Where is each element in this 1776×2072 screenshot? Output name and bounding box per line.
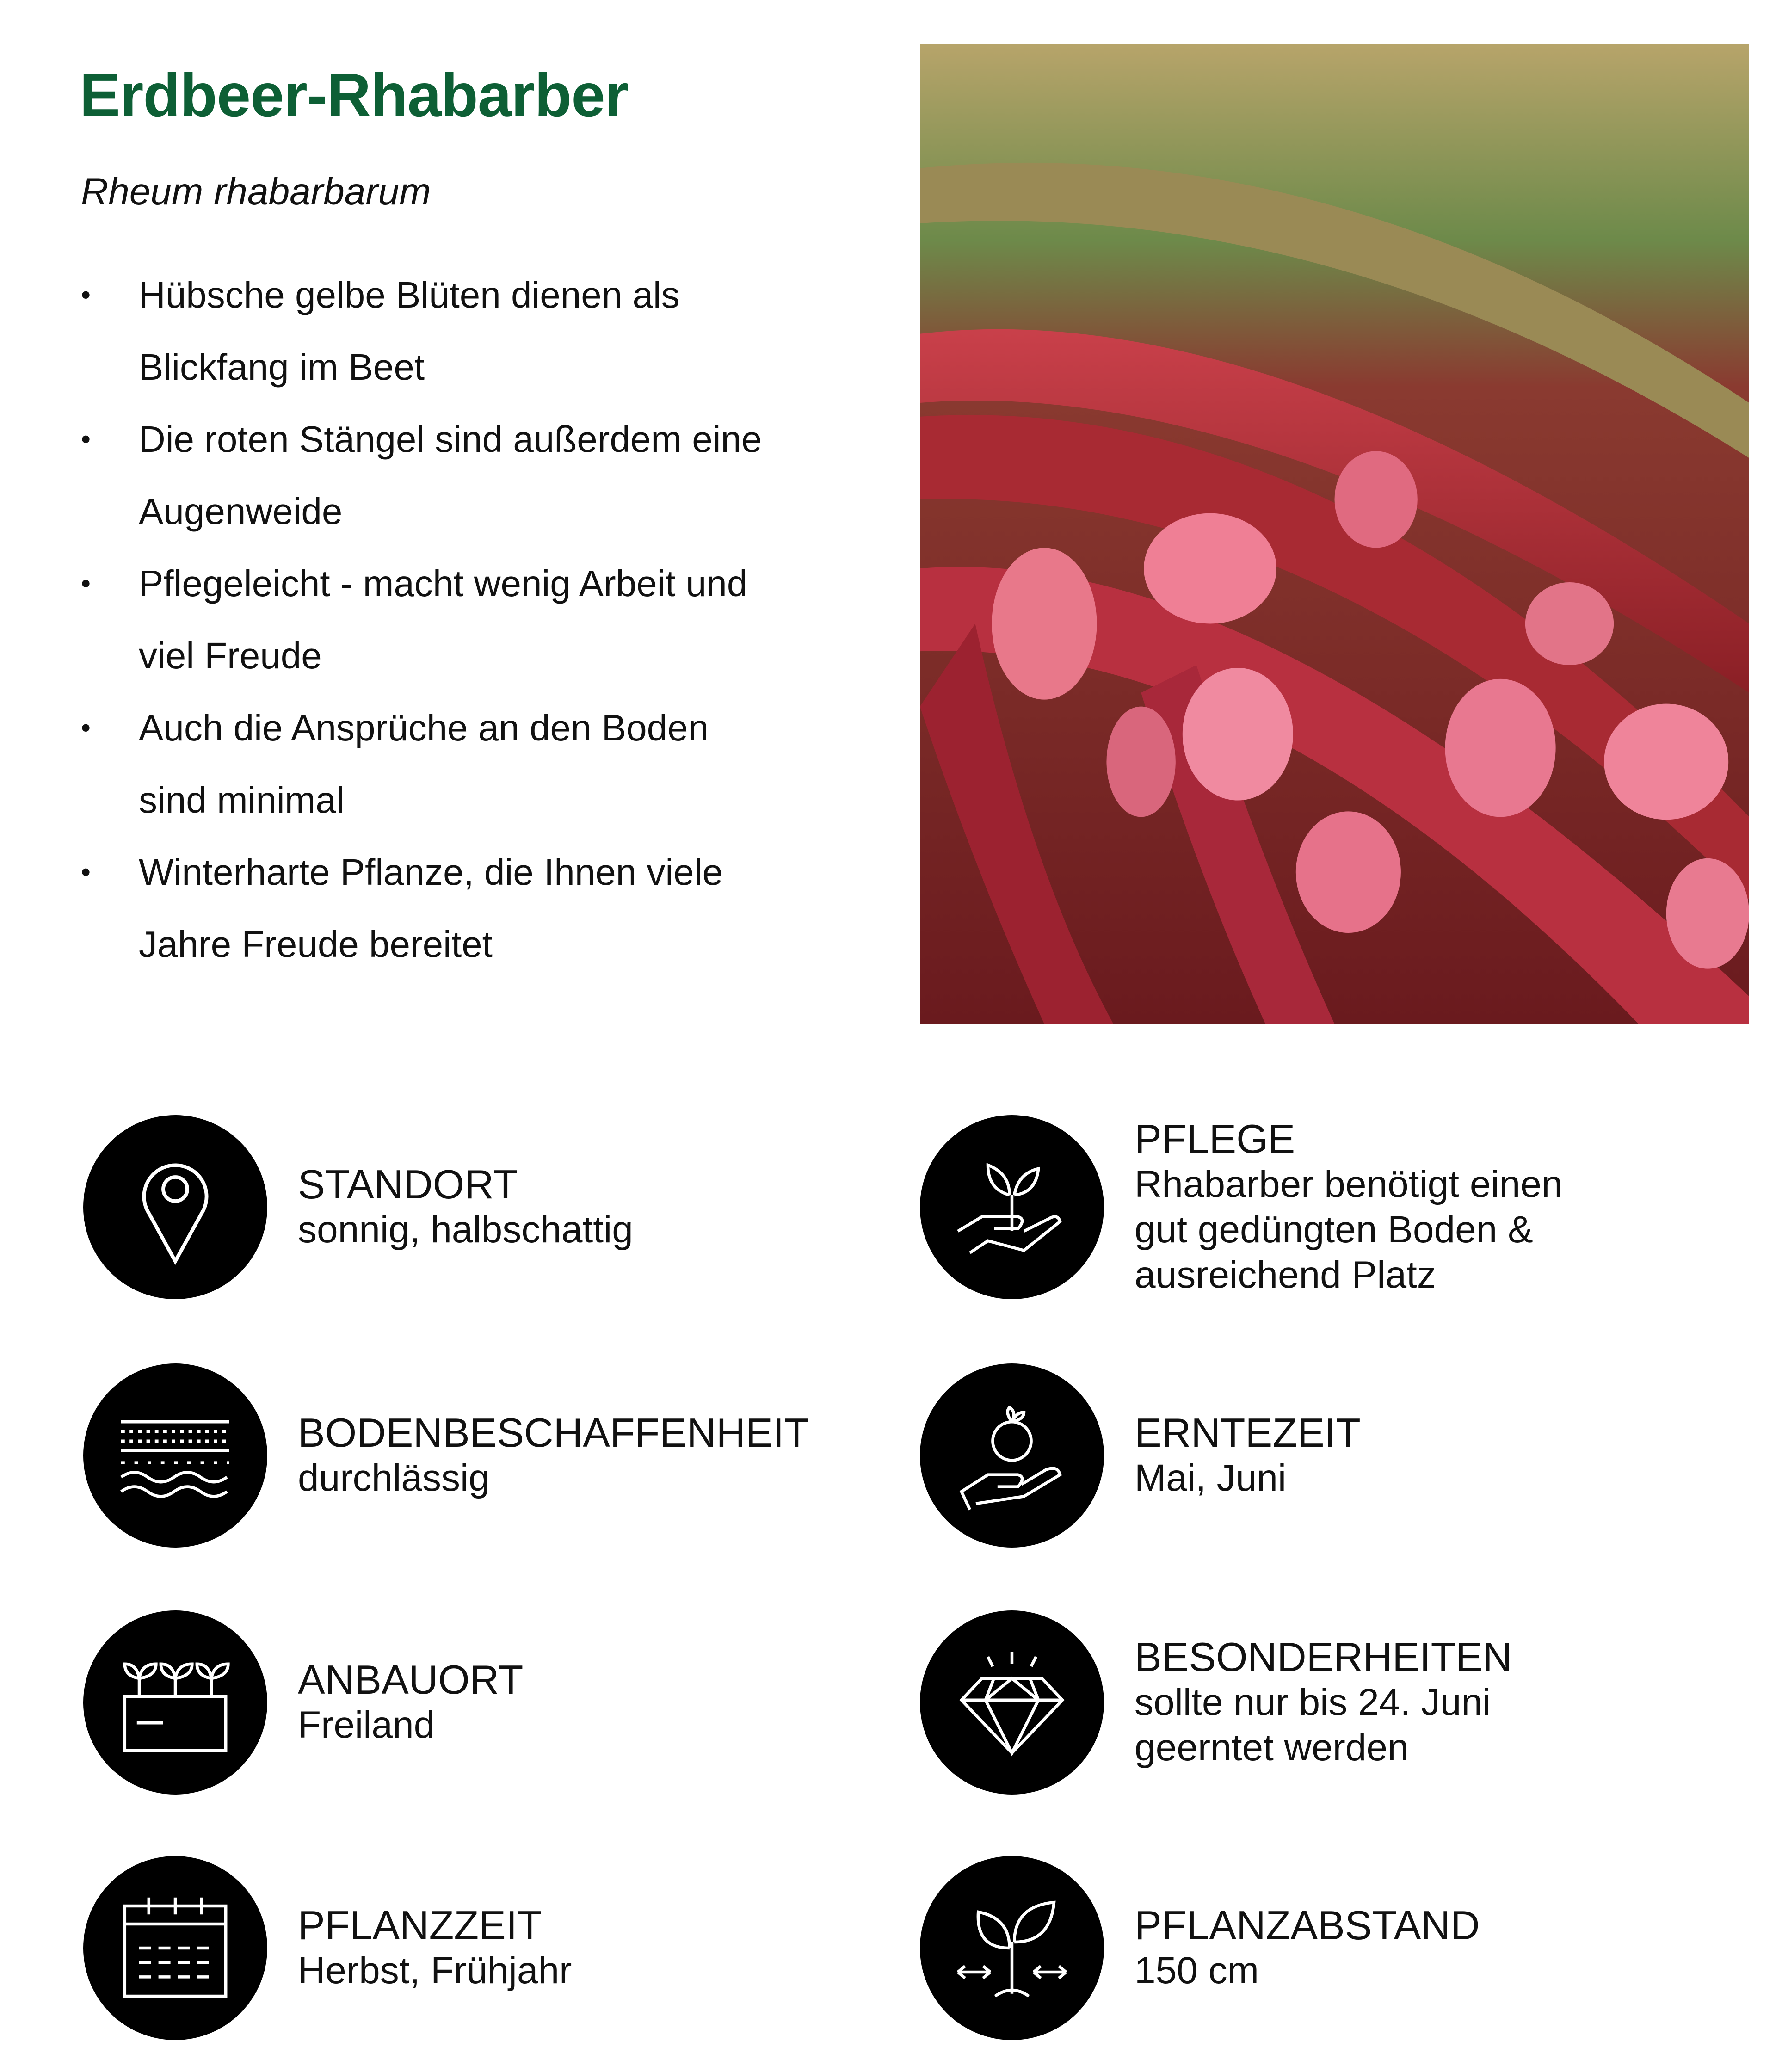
list-item [81, 548, 844, 692]
feature-value: sonnig, halbschattig [298, 1209, 633, 1251]
bullet-text: Winterharte Pflanze, die Ihnen viele [139, 851, 723, 893]
feature-value: Rhabarber benötigt einen [1135, 1163, 1563, 1205]
planter-box-icon [83, 1610, 267, 1794]
bullet-text: Jahre Freude bereitet [139, 924, 493, 965]
bullet-text: Auch die Ansprüche an den Boden [139, 707, 709, 748]
bullet-text: Hübsche gelbe Blüten dienen als [139, 274, 680, 315]
feature-heading: PFLEGE [1135, 1116, 1295, 1162]
plant-spacing-icon [920, 1856, 1104, 2040]
feature-value: 150 cm [1135, 1949, 1259, 1992]
feature-heading: ERNTEZEIT [1135, 1410, 1361, 1455]
bullet-text: Die roten Stängel sind außerdem eine [139, 419, 762, 460]
bullet-text: sind minimal [139, 779, 345, 820]
list-item [81, 692, 844, 836]
feature-pflanzabstand [920, 1856, 1480, 2040]
feature-heading: BODENBESCHAFFENHEIT [298, 1410, 809, 1455]
feature-value: gut gedüngten Boden & [1135, 1209, 1533, 1251]
bullet-text: Pflegeleicht - macht wenig Arbeit und [139, 563, 748, 604]
hand-fruit-icon [920, 1363, 1104, 1548]
bullet-text: viel Freude [139, 635, 322, 676]
feature-anbauort [83, 1610, 523, 1794]
rhubarb-photo [920, 44, 1749, 1024]
feature-value: Mai, Juni [1135, 1457, 1287, 1499]
bullet-icon: • [81, 424, 91, 455]
feature-pflanzzeit [83, 1856, 572, 2040]
soil-layers-icon [83, 1363, 267, 1548]
feature-bullet-list [81, 259, 844, 980]
bullet-text: Augenweide [139, 491, 343, 532]
feature-pflege [920, 1115, 1562, 1299]
feature-value: Freiland [298, 1704, 435, 1746]
feature-value: durchlässig [298, 1457, 490, 1499]
feature-besonderheiten [920, 1610, 1512, 1794]
feature-bodenbeschaffenheit [83, 1363, 809, 1548]
bullet-text: Blickfang im Beet [139, 346, 425, 388]
hand-seedling-icon [920, 1115, 1104, 1299]
calendar-icon [83, 1856, 267, 2040]
feature-value: ausreichend Platz [1135, 1254, 1436, 1296]
feature-heading: BESONDERHEITEN [1135, 1634, 1512, 1680]
list-item [81, 259, 844, 403]
latin-name: Rheum rhabarbarum [81, 171, 431, 213]
list-item [81, 403, 844, 548]
page-title: Erdbeer-Rhabarber [80, 61, 629, 129]
feature-value: geerntet werden [1135, 1727, 1409, 1769]
feature-heading: PFLANZABSTAND [1135, 1902, 1480, 1948]
feature-value: sollte nur bis 24. Juni [1135, 1681, 1491, 1723]
bullet-icon: • [81, 568, 91, 599]
bullet-icon: • [81, 712, 91, 743]
feature-heading: PFLANZZEIT [298, 1902, 543, 1948]
list-item [81, 836, 844, 980]
feature-heading: ANBAUORT [298, 1657, 524, 1702]
location-pin-icon [83, 1115, 267, 1299]
bullet-icon: • [81, 279, 91, 310]
feature-heading: STANDORT [298, 1161, 518, 1207]
bullet-icon: • [81, 857, 91, 888]
feature-standort [83, 1115, 633, 1299]
feature-erntezeit [920, 1363, 1361, 1548]
diamond-icon [920, 1610, 1104, 1794]
feature-value: Herbst, Frühjahr [298, 1949, 572, 1992]
